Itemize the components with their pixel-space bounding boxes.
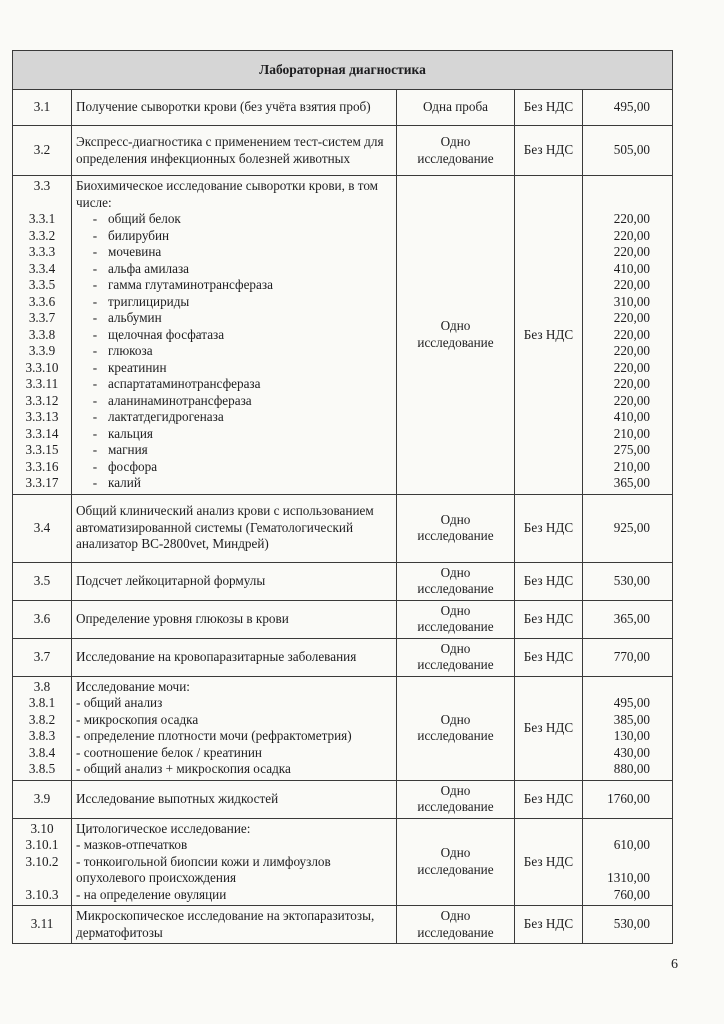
item-number: 3.10.2	[25, 853, 59, 869]
item-price: 505,00	[583, 126, 673, 176]
item-number: 3.3.13	[25, 409, 59, 424]
sub-item-price: 220,00	[613, 244, 650, 259]
item-number: 3.8.5	[28, 761, 56, 776]
list-dash: -	[92, 227, 98, 243]
item-vat: Без НДС	[515, 818, 583, 906]
item-number: 3.10.3	[25, 886, 59, 902]
list-dash: -	[92, 359, 98, 375]
sub-item-name: лактатдегидрогеназа	[108, 409, 224, 424]
item-number: 3.3.10	[25, 359, 59, 375]
item-number: 3.3.4	[28, 260, 56, 276]
item-number: 3.11	[13, 906, 72, 944]
item-description: Подсчет лейкоцитарной формулы	[72, 562, 397, 600]
sub-item-name: щелочная фосфатаза	[108, 326, 225, 342]
item-number: 3.8	[33, 678, 51, 694]
item-number: 3.8.3	[28, 728, 56, 743]
sub-item-name: - на определение овуляции	[76, 886, 227, 902]
sub-item-name: креатинин	[108, 359, 167, 375]
item-number: 3.10.1	[25, 837, 59, 852]
sub-item-name: аланинаминотрансфераза	[108, 392, 252, 408]
item-price-list	[583, 176, 673, 495]
item-number: 3.2	[13, 126, 72, 176]
list-dash: -	[92, 260, 98, 276]
item-number: 3.8.1	[28, 695, 56, 710]
sub-item-name: - тонкоигольной биопсии кожи и лимфоузлов	[76, 853, 331, 869]
item-number: 3.3.3	[28, 244, 56, 259]
item-description-list	[72, 818, 397, 906]
item-description: Исследование выпотных жидкостей	[72, 780, 397, 818]
sub-item	[76, 277, 392, 294]
sub-item-name: мочевина	[108, 244, 162, 259]
sub-item-price: 210,00	[613, 425, 650, 441]
item-description-list	[72, 176, 397, 495]
list-dash: -	[92, 376, 98, 391]
list-dash: -	[92, 326, 98, 342]
item-price: 495,00	[583, 90, 673, 126]
sub-item	[76, 228, 392, 245]
sub-item-price: 1310,00	[607, 870, 650, 885]
item-description: Цитологическое исследование:	[76, 820, 251, 836]
item-description-list	[72, 676, 397, 780]
sub-item-price: 275,00	[613, 442, 650, 457]
item-vat: Без НДС	[515, 676, 583, 780]
sub-item-price: 365,00	[613, 475, 650, 490]
item-unit: Одно исследование	[397, 906, 515, 944]
item-unit: Одно исследование	[397, 126, 515, 176]
item-vat: Без НДС	[515, 906, 583, 944]
table-row	[13, 906, 673, 944]
list-dash: -	[92, 277, 98, 292]
item-price: 1760,00	[583, 780, 673, 818]
table-row	[13, 90, 673, 126]
sub-item	[76, 442, 392, 459]
sub-item-price: 220,00	[613, 211, 650, 226]
item-description: Биохимическое исследование сыворотки крови, в том числе:	[76, 178, 379, 210]
item-number: 3.5	[13, 562, 72, 600]
sub-item-name: калий	[108, 475, 141, 490]
item-number: 3.1	[13, 90, 72, 126]
item-number: 3.4	[13, 494, 72, 562]
table-row-urine	[13, 676, 673, 780]
item-price-list	[583, 818, 673, 906]
table-row	[13, 780, 673, 818]
item-description: Получение сыворотки крови (без учёта взятия проб)	[72, 90, 397, 126]
sub-item-name: гамма глутаминотрансфераза	[108, 277, 273, 292]
item-number: 3.10	[30, 820, 54, 836]
sub-item	[76, 409, 392, 426]
sub-item	[76, 376, 392, 393]
item-unit: Одно исследование	[397, 176, 515, 495]
sub-item-name: - мазков-отпечатков	[76, 837, 188, 852]
table-row-cytology	[13, 818, 673, 906]
list-dash: -	[92, 425, 98, 441]
item-number: 3.3.17	[25, 475, 59, 490]
sub-item-name: магния	[108, 442, 148, 457]
sub-item-price: 220,00	[613, 343, 650, 358]
sub-item-name: аспартатаминотрансфераза	[108, 376, 261, 391]
section-title: Лабораторная диагностика	[13, 51, 673, 90]
sub-item-name: - определение плотности мочи (рефрактометрия)	[76, 728, 352, 743]
sub-item-name: - соотношение белок / креатинин	[76, 744, 262, 760]
sub-item-price: 760,00	[613, 886, 650, 902]
sub-item	[76, 261, 392, 278]
item-price-list	[583, 676, 673, 780]
section-header-row	[13, 51, 673, 90]
sub-item-price: 610,00	[613, 837, 650, 852]
item-unit: Одно исследование	[397, 780, 515, 818]
item-number: 3.3.14	[25, 425, 59, 441]
list-dash: -	[92, 293, 98, 309]
table-row	[13, 638, 673, 676]
item-number: 3.3.2	[28, 227, 56, 243]
item-number: 3.3.5	[28, 277, 56, 292]
item-vat: Без НДС	[515, 126, 583, 176]
item-description: Микроскопическое исследование на эктопаразитозы, дерматофитозы	[72, 906, 397, 944]
table-row	[13, 494, 673, 562]
item-number: 3.6	[13, 600, 72, 638]
item-price: 770,00	[583, 638, 673, 676]
sub-item	[76, 459, 392, 476]
item-number-list	[13, 676, 72, 780]
item-number: 3.3.9	[28, 343, 56, 358]
item-unit: Одно исследование	[397, 676, 515, 780]
sub-item-price: 220,00	[613, 227, 650, 243]
table-row	[13, 562, 673, 600]
sub-item-price: 220,00	[613, 277, 650, 292]
item-unit: Одно исследование	[397, 562, 515, 600]
sub-item	[76, 244, 392, 261]
item-unit: Одно исследование	[397, 818, 515, 906]
sub-item-name: фосфора	[108, 458, 158, 474]
sub-item-name: опухолевого происхождения	[76, 870, 237, 885]
sub-item-price: 880,00	[613, 761, 650, 776]
table-row-biochemistry	[13, 176, 673, 495]
item-number: 3.8.2	[28, 711, 56, 727]
sub-item-name: альфа амилаза	[108, 260, 190, 276]
item-description: Исследование на кровопаразитарные заболевания	[72, 638, 397, 676]
sub-item-price: 210,00	[613, 458, 650, 474]
list-dash: -	[92, 458, 98, 474]
sub-item	[76, 327, 392, 344]
item-number: 3.3.11	[25, 376, 59, 391]
sub-item-price: 410,00	[613, 260, 650, 276]
item-description: Экспресс-диагностика с применением тест-систем для определения инфекционных болезней животных	[72, 126, 397, 176]
sub-item	[76, 360, 392, 377]
sub-item	[76, 426, 392, 443]
item-number: 3.3.12	[25, 392, 59, 408]
sub-item-name: - общий анализ + микроскопия осадка	[76, 761, 291, 776]
sub-item-name: - общий анализ	[76, 695, 163, 710]
sub-item	[76, 475, 392, 492]
item-number-list	[13, 176, 72, 495]
item-number: 3.3.1	[28, 211, 56, 226]
item-number: 3.9	[13, 780, 72, 818]
item-number: 3.3	[33, 178, 51, 193]
item-unit: Одно исследование	[397, 494, 515, 562]
item-vat: Без НДС	[515, 780, 583, 818]
sub-item-name: кальция	[108, 425, 153, 441]
sub-item	[76, 211, 392, 228]
sub-item-price: 430,00	[613, 744, 650, 760]
item-price: 530,00	[583, 906, 673, 944]
sub-item-price: 220,00	[613, 359, 650, 375]
sub-item-price: 220,00	[613, 310, 650, 325]
sub-item	[76, 310, 392, 327]
item-number: 3.3.16	[25, 458, 59, 474]
item-vat: Без НДС	[515, 600, 583, 638]
sub-item-price: 310,00	[613, 293, 650, 309]
list-dash: -	[92, 392, 98, 408]
table-row	[13, 600, 673, 638]
sub-item-price: 220,00	[613, 326, 650, 342]
item-unit: Одна проба	[397, 90, 515, 126]
sub-item	[76, 294, 392, 311]
item-number-list	[13, 818, 72, 906]
item-number: 3.7	[13, 638, 72, 676]
item-number: 3.3.6	[28, 293, 56, 309]
list-dash: -	[92, 211, 98, 226]
table-row	[13, 126, 673, 176]
item-vat: Без НДС	[515, 176, 583, 495]
item-vat: Без НДС	[515, 638, 583, 676]
item-price: 365,00	[583, 600, 673, 638]
sub-item-price: 385,00	[613, 711, 650, 727]
sub-item	[76, 343, 392, 360]
sub-item-price: 130,00	[613, 728, 650, 743]
item-number: 3.3.7	[28, 310, 56, 325]
item-price: 925,00	[583, 494, 673, 562]
sub-item-name: - микроскопия осадка	[76, 711, 199, 727]
sub-item-name: билирубин	[108, 227, 170, 243]
item-vat: Без НДС	[515, 562, 583, 600]
item-description: Общий клинический анализ крови с использованием автоматизированной системы (Гематологический анализатор BC-2800vet, Миндрей)	[72, 494, 397, 562]
item-price: 530,00	[583, 562, 673, 600]
item-unit: Одно исследование	[397, 600, 515, 638]
sub-item-name: альбумин	[108, 310, 162, 325]
sub-item-name: общий белок	[108, 211, 181, 226]
item-number: 3.3.8	[28, 326, 56, 342]
list-dash: -	[92, 442, 98, 457]
lab-diagnostics-table	[12, 50, 673, 944]
sub-item-price: 220,00	[613, 392, 650, 408]
item-unit: Одно исследование	[397, 638, 515, 676]
list-dash: -	[92, 409, 98, 424]
list-dash: -	[92, 475, 98, 490]
item-description: Определение уровня глюкозы в крови	[72, 600, 397, 638]
item-number: 3.3.15	[25, 442, 59, 457]
item-description: Исследование мочи:	[76, 678, 190, 694]
sub-item-price: 495,00	[613, 695, 650, 710]
sub-item-price: 220,00	[613, 376, 650, 391]
list-dash: -	[92, 343, 98, 358]
page-number: 6	[671, 957, 678, 972]
sub-item-name: глюкоза	[108, 343, 153, 358]
list-dash: -	[92, 244, 98, 259]
sub-item-price: 410,00	[613, 409, 650, 424]
item-vat: Без НДС	[515, 494, 583, 562]
item-vat: Без НДС	[515, 90, 583, 126]
sub-item	[76, 393, 392, 410]
item-number: 3.8.4	[28, 744, 56, 760]
price-list-page	[12, 50, 672, 944]
sub-item-name: триглицириды	[108, 293, 190, 309]
list-dash: -	[92, 310, 98, 325]
